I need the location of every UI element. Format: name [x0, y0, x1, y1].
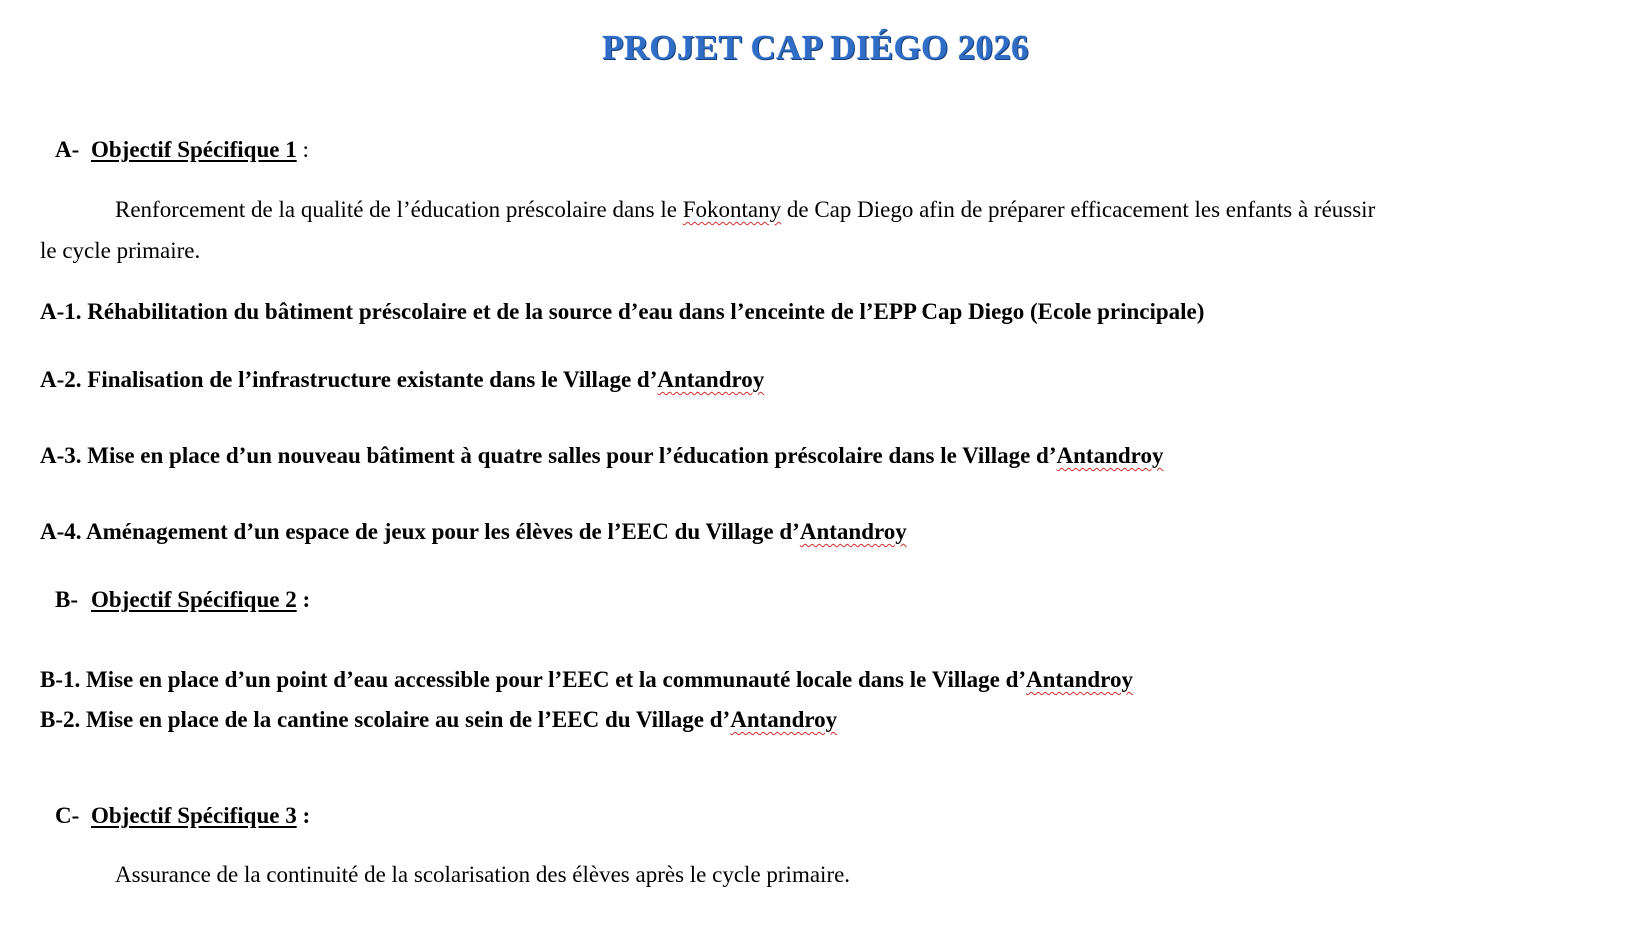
section-c-heading: [55, 802, 310, 830]
section-a-suffix: :: [296, 137, 309, 162]
section-b-letter: B-: [55, 587, 78, 612]
section-a-description-line1: [115, 196, 1375, 224]
item-a3-text: A-3. Mise en place d’un nouveau bâtiment à quatre salles pour l’éducation préscolaire dans le Village d’: [40, 443, 1057, 468]
section-a-heading: [55, 136, 309, 164]
section-c-title: Objectif Spécifique 3: [91, 803, 297, 828]
item-a4-text: A-4. Aménagement d’un espace de jeux pour les élèves de l’EEC du Village d’: [40, 519, 800, 544]
section-c-letter: C-: [55, 803, 80, 828]
item-a3: [40, 442, 1163, 470]
item-b1-word: Antandroy: [1026, 667, 1133, 692]
item-b1-text: B-1. Mise en place d’un point d’eau accessible pour l’EEC et la communauté locale dans le Village d’: [40, 667, 1027, 692]
item-a4-word: Antandroy: [799, 519, 907, 544]
item-a4: [40, 518, 907, 546]
desc-line1-post: de Cap Diego afin de préparer efficacement les enfants à réussir: [781, 197, 1376, 222]
item-a2: [40, 366, 764, 394]
section-b-heading: [55, 586, 310, 614]
section-b-title: Objectif Spécifique 2: [91, 587, 297, 612]
section-c-description: Assurance de la continuité de la scolarisation des élèves après le cycle primaire.: [115, 862, 851, 887]
section-c-suffix: :: [296, 803, 311, 828]
item-a2-word: Antandroy: [657, 367, 765, 392]
item-b2-text: B-2. Mise en place de la cantine scolaire au sein de l’EEC du Village d’: [40, 707, 731, 732]
item-a3-word: Antandroy: [1056, 443, 1164, 468]
item-b1: [40, 666, 1133, 694]
item-b2-word: Antandroy: [730, 707, 838, 732]
document-title: PROJET CAP DIÉGO 2026: [602, 28, 1029, 67]
section-a-letter: A-: [55, 137, 80, 162]
section-a-description-line2: le cycle primaire.: [40, 238, 201, 263]
desc-line1-pre: Renforcement de la qualité de l’éducation préscolaire dans le: [115, 197, 683, 222]
section-a-title: Objectif Spécifique 1: [91, 137, 297, 162]
section-b-suffix: :: [296, 587, 311, 612]
item-a1: A-1. Réhabilitation du bâtiment préscolaire et de la source d’eau dans l’enceinte de l’EPP Cap Diego (Ecole principale): [40, 299, 1205, 324]
item-a2-text: A-2. Finalisation de l’infrastructure existante dans le Village d’: [40, 367, 658, 392]
item-b2: [40, 706, 837, 734]
desc-line1-word: Fokontany: [682, 197, 782, 222]
